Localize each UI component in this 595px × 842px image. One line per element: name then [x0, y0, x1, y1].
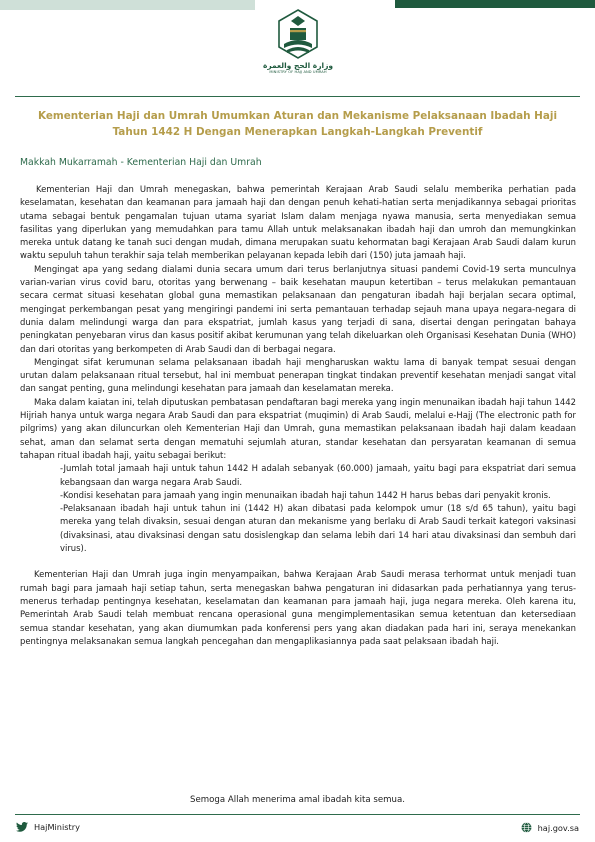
twitter-link[interactable]: [16, 822, 80, 832]
ministry-logo: [262, 8, 334, 86]
logo-arabic-text: وزارة الحج والعمرة: [262, 61, 334, 70]
title-line-2: Tahun 1442 H Dengan Menerapkan Langkah-Langkah Preventif: [112, 126, 483, 138]
paragraph-3: Mengingat sifat kerumunan selama pelaksanaan ibadah haji mengharuskan waktu lama di banyak tempat sesuai dengan urutan dalam pelaksanaan ritual tersebut, hal ini membuat penerapan tingkat tindakan preventif kesehatan menjadi sangat vital dan sangat penting, guna melindungi kesehatan para jamaah dan keselamatan mereka.: [20, 356, 576, 394]
footer: [0, 822, 595, 836]
top-bar-right: [395, 0, 595, 8]
twitter-icon: [16, 822, 28, 832]
paragraph-1: Kementerian Haji dan Umrah menegaskan, bahwa pemerintah Kerajaan Arab Saudi selalu memberika perhatian pada keselamatan, kesehatan dan keamanan para jamaah haji dan dengan penuh kehati-hatian serta menjadikannya sebagai prioritas utama sebagai bentuk pengamalan tujuan utama syariat Islam dalam menjaga nyawa manusia, serta menyediakan semua fasilitas yang diperlukan yang memudahkan para tamu Allah untuk melaksanakan ibadah haji dan umroh dan memungkinkan mereka untuk datang ke tanah suci dengan mudah, dimana merupakan suatu kehormatan bagi Kerajaan Arab Saudi dalam kurun waktu sepuluh tahun terakhir saja telah memberikan pelayanan kepada lebih dari (150) juta jamaah haji.: [20, 184, 576, 261]
paragraph-4: Maka dalam kaiatan ini, telah diputuskan pembatasan pendaftaran bagi mereka yang ingin menunaikan ibadah haji tahun 1442 Hijriah hanya untuk warga negara Arab Saudi dan para ekspatriat (muqimin) di Arab Saudi, melalui e-Hajj (The electronic path for pilgrims) yang akan diluncurkan oleh Kementerian Haji dan Umrah, guna memastikan pelaksanaan ibadah haji dalam keadaan sehat, aman dan selamat serta dengan mematuhi sejumlah aturan, standar kesehatan dan persyaratan keamanan di semua tahapan ritual ibadah haji, yaitu sebagai berikut:: [20, 396, 576, 460]
closing-line: Semoga Allah menerima amal ibadah kita semua.: [190, 795, 405, 805]
paragraph-2: Mengingat apa yang sedang dialami dunia secara umum dari terus berlanjutnya situasi pandemi Covid-19 serta munculnya varian-varian virus covid baru, otoritas yang berwenang – baik kesehatan maupun ketertiban – terus melakukan pemantauan secara cermat situasi kesehatan global guna memastikan pelaksanaan dan pengaturan ibadah haji berjalan secara optimal, mengingat perkembangan pesat yang mengiringi pandemi ini serta pemantauan terhadap sejauh mana upaya negara-negara di dunia dalam melindungi warga dan para ekspatriat, jumlah kasus yang terjadi di sana, disertai dengan peringatan bahaya peningkatan penyebaran virus dan kasus positif akibat kerumunan yang telah dikeluarkan oleh Organisasi Kesehatan Dunia (WHO) dan dari otoritas yang berkompeten di Arab Saudi dan di berbagai negara.: [20, 263, 576, 354]
paragraph-final: Kementerian Haji dan Umrah juga ingin menyampaikan, bahwa Kerajaan Arab Saudi merasa terhormat untuk menjadi tuan rumah bagi para jamaah haji setiap tahun, serta menegaskan bahwa pengaturan ini didasarkan pada perhatiannya yang terus-menerus terhadap pentingnya kesehatan, keselamatan dan keamanan para jamaah haji, juga negara mereka. Oleh karena itu, Pemerintah Arab Saudi telah membuat rencana operasional guna mengimplementasikan semua ketentuan dan ketersediaan semua standar kesehatan, yang akan diumumkan pada konferensi pers yang akan diadakan pada hari ini, seraya menekankan pentingnya melaksanakan semua langkah pencegahan dan mengaplikasiannya pada saat pelaksaan ibadah haji.: [20, 569, 576, 646]
article-body: [20, 183, 576, 648]
requirements-list: [20, 462, 576, 555]
top-bar-left: [0, 0, 255, 10]
list-item: -Jumlah total jamaah haji untuk tahun 1442 H adalah sebanyak (60.000) jamaah, yaitu bagi para ekspatriat dari semua kebangsaan dan warga negara Arab Saudi.: [60, 463, 576, 487]
globe-icon: [521, 822, 532, 833]
kaaba-emblem-icon: [275, 8, 321, 60]
footer-divider: [15, 814, 580, 815]
website-link[interactable]: [521, 822, 579, 833]
dateline: Makkah Mukarramah - Kementerian Haji dan Umrah: [20, 157, 262, 168]
page-title: [20, 108, 575, 140]
list-item: -Pelaksanaan ibadah haji untuk tahun ini (1442 H) akan dibatasi pada kelompok umur (18 s/d 65 tahun), yaitu bagi mereka yang telah divaksin, sesuai dengan aturan dan mekanisme yang berlaku di Arab Saudi terkait kategori vaksinasi (divaksinasi, atau divaksinasi dengan satu dosislengkap dan selama lebih dari 14 hari atau divaksinasi dan sembuh dari virus).: [60, 503, 576, 554]
title-line-1: Kementerian Haji dan Umrah Umumkan Aturan dan Mekanisme Pelaksanaan Ibadah Haji: [37, 110, 558, 122]
header-divider: [15, 96, 580, 97]
logo-english-text: MINISTRY OF HAJJ AND UMRAH: [269, 70, 327, 74]
website-url: haj.gov.sa: [537, 822, 579, 833]
twitter-handle: HajMinistry: [34, 822, 80, 832]
list-item: -Kondisi kesehatan para jamaah yang ingin menunaikan ibadah haji tahun 1442 H harus bebas dari penyakit kronis.: [60, 489, 551, 500]
